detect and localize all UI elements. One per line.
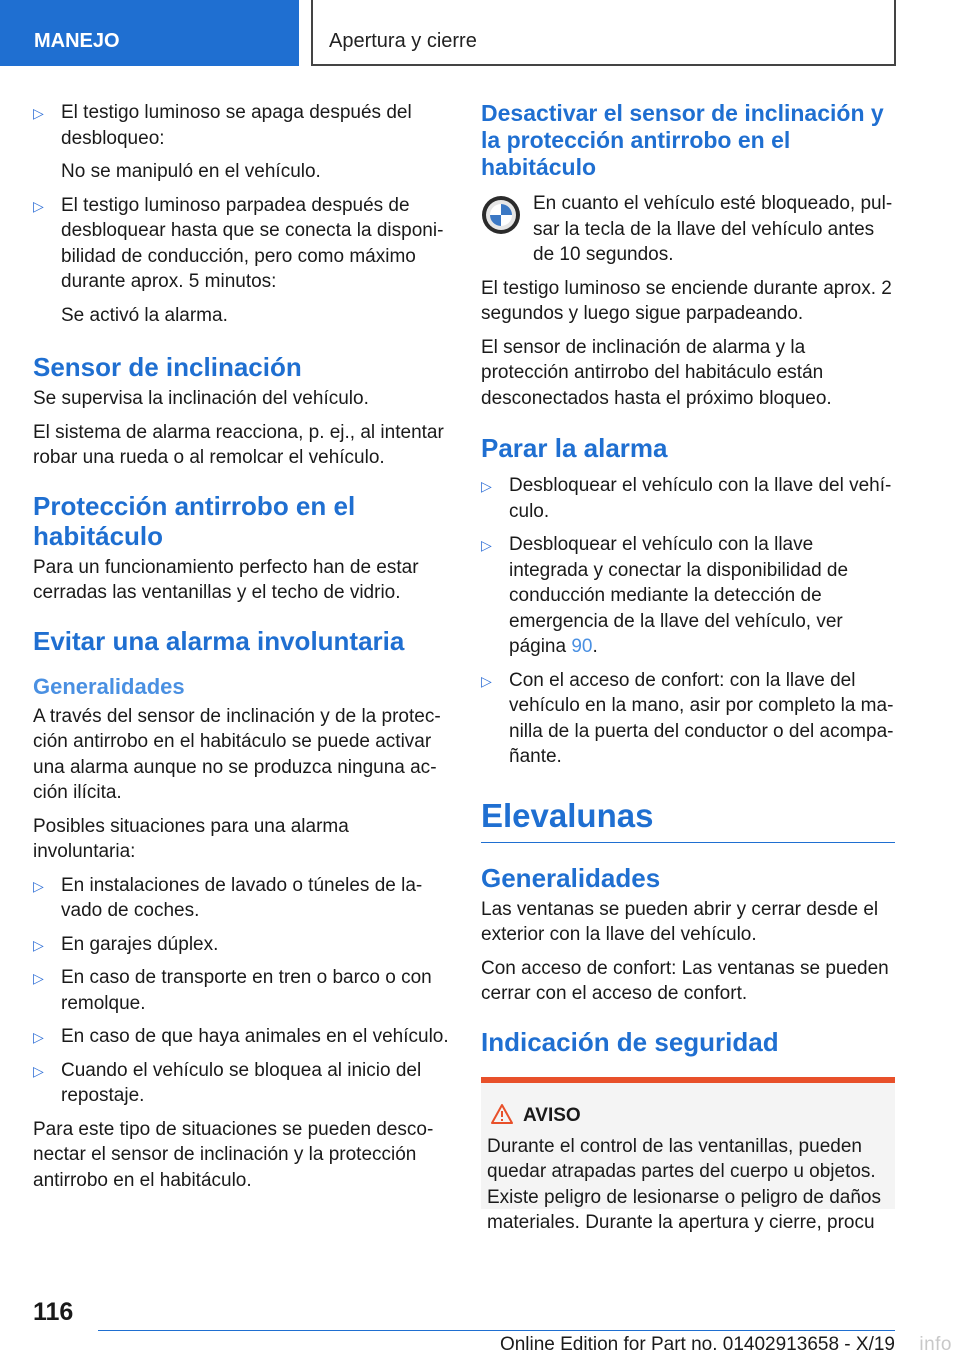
warning-triangle-icon [491, 1104, 513, 1124]
watermark-text: info [919, 1334, 952, 1355]
paragraph: A través del sensor de inclinación y de la protección antirrobo en el habitáculo se puede activar una alarma aunque no se produzca ninguna acción ilícita. [33, 705, 441, 803]
triangle-bullet-icon: ▷ [33, 197, 44, 214]
heading-interior-protection: Protección antirrobo en el habitáculo [33, 490, 356, 551]
list-item: ▷ Cuando el vehículo se bloquea al inicio del repostaje. [33, 1059, 422, 1106]
footer-divider [98, 1330, 895, 1331]
heading-windows: Elevalunas [481, 796, 895, 843]
section-tab: MANEJO [0, 0, 299, 66]
heading-tilt-sensor: Sensor de inclinación [33, 352, 302, 382]
triangle-bullet-icon: ▷ [481, 537, 492, 553]
warning-text: Durante el control de las ventanillas, pueden quedar atrapadas partes del cuerpo u objetos. Existe peligro de lesionarse o peligro de daños materiales. Durante la apertura y cierre, procu [487, 1135, 881, 1233]
heading-windows-general: Generalidades [481, 862, 661, 893]
paragraph: Para un funcionamiento perfecto han de estar cerradas las ventanillas y el techo de vidrio. [33, 556, 419, 603]
list-item: ▷ Con el acceso de confort: con la llave del vehículo en la mano, asir por completo la manilla de la puerta del conductor o del acompañante. [481, 669, 894, 767]
list-item [33, 193, 449, 295]
list-item: ▷ Desbloquear el vehículo con la llave del vehículo. [481, 475, 892, 522]
triangle-bullet-icon: ▷ [481, 672, 492, 689]
triangle-bullet-icon: ▷ [33, 877, 44, 894]
heading-general: Generalidades [33, 673, 185, 699]
paragraph: Posibles situaciones para una alarma involuntaria: [33, 815, 349, 862]
bmw-logo-icon [481, 195, 521, 235]
paragraph: El sistema de alarma reacciona, p. ej., al intentar robar una rueda o al remolcar el vehículo. [33, 421, 444, 468]
heading-deactivate: Desactivar el sensor de inclinación y la protección antirrobo en el habitáculo [481, 100, 884, 180]
triangle-bullet-icon: ▷ [33, 1062, 44, 1079]
paragraph: El testigo luminoso se enciende durante aprox. 2 segundos y luego sigue parpadeando. [481, 277, 892, 324]
list-item: ▷ Desbloquear el vehículo con la llave integrada y conectar la disponibilidad de conducción mediante la detección de emergencia de la llave del vehículo, ver página 90. [481, 534, 849, 657]
triangle-bullet-icon: ▷ [33, 970, 44, 986]
list-item-result: Se activó la alarma. [61, 304, 228, 326]
heading-stop-alarm: Parar la alarma [481, 433, 668, 463]
paragraph: Las ventanas se pueden abrir y cerrar desde el exterior con la llave del vehículo. [481, 898, 879, 945]
left-column [33, 100, 449, 1201]
triangle-bullet-icon: ▷ [33, 105, 44, 121]
right-column [481, 100, 895, 1233]
triangle-bullet-icon: ▷ [33, 936, 44, 953]
paragraph: Para este tipo de situaciones se pueden desconectar el sensor de inclinación y la protección antirrobo en el habitáculo. [33, 1118, 434, 1191]
list-item-result: No se manipuló en el vehículo. [61, 161, 321, 182]
list-item: ▷ En instalaciones de lavado o túneles de lavado de coches. [33, 874, 423, 921]
list-item: ▷ En caso de transporte en tren o barco o con remolque. [33, 967, 432, 1014]
paragraph: Se supervisa la inclinación del vehículo. [33, 388, 369, 409]
warning-box [481, 1077, 895, 1233]
list-item-text: El testigo luminoso parpadea después de desbloquear hasta que se conecta la disponibilidad de conducción, pero como máximo durante aprox. 5 minutos: [61, 194, 444, 292]
list-item-text: El testigo luminoso se apaga después del desbloqueo: [61, 102, 412, 149]
list-item: ▷ En garajes dúplex. [33, 932, 449, 958]
edition-text: Online Edition for Part no. 01402913658 - X/19 [499, 1334, 895, 1355]
triangle-bullet-icon: ▷ [481, 478, 492, 494]
paragraph: El sensor de inclinación de alarma y la protección antirrobo del habitáculo están desconectados hasta el próximo bloqueo. [481, 336, 832, 409]
list-item: ▷ En caso de que haya animales en el vehículo. [33, 1024, 449, 1050]
paragraph: Con acceso de confort: Las ventanas se pueden cerrar con el acceso de confort. [481, 957, 889, 1004]
list-item [33, 100, 449, 151]
heading-safety: Indicación de seguridad [481, 1026, 779, 1057]
page-link[interactable]: 90 [571, 636, 593, 657]
paragraph-with-logo: En cuanto el vehículo esté bloqueado, pulsar la tecla de la llave del vehículo antes de 10 segundos. [481, 191, 895, 268]
heading-avoid-alarm: Evitar una alarma involuntaria [33, 625, 405, 656]
page-number: 116 [33, 1298, 74, 1326]
chapter-title: Apertura y cierre [311, 0, 896, 66]
triangle-bullet-icon: ▷ [33, 1029, 44, 1045]
warning-title: AVISO [487, 1103, 887, 1128]
